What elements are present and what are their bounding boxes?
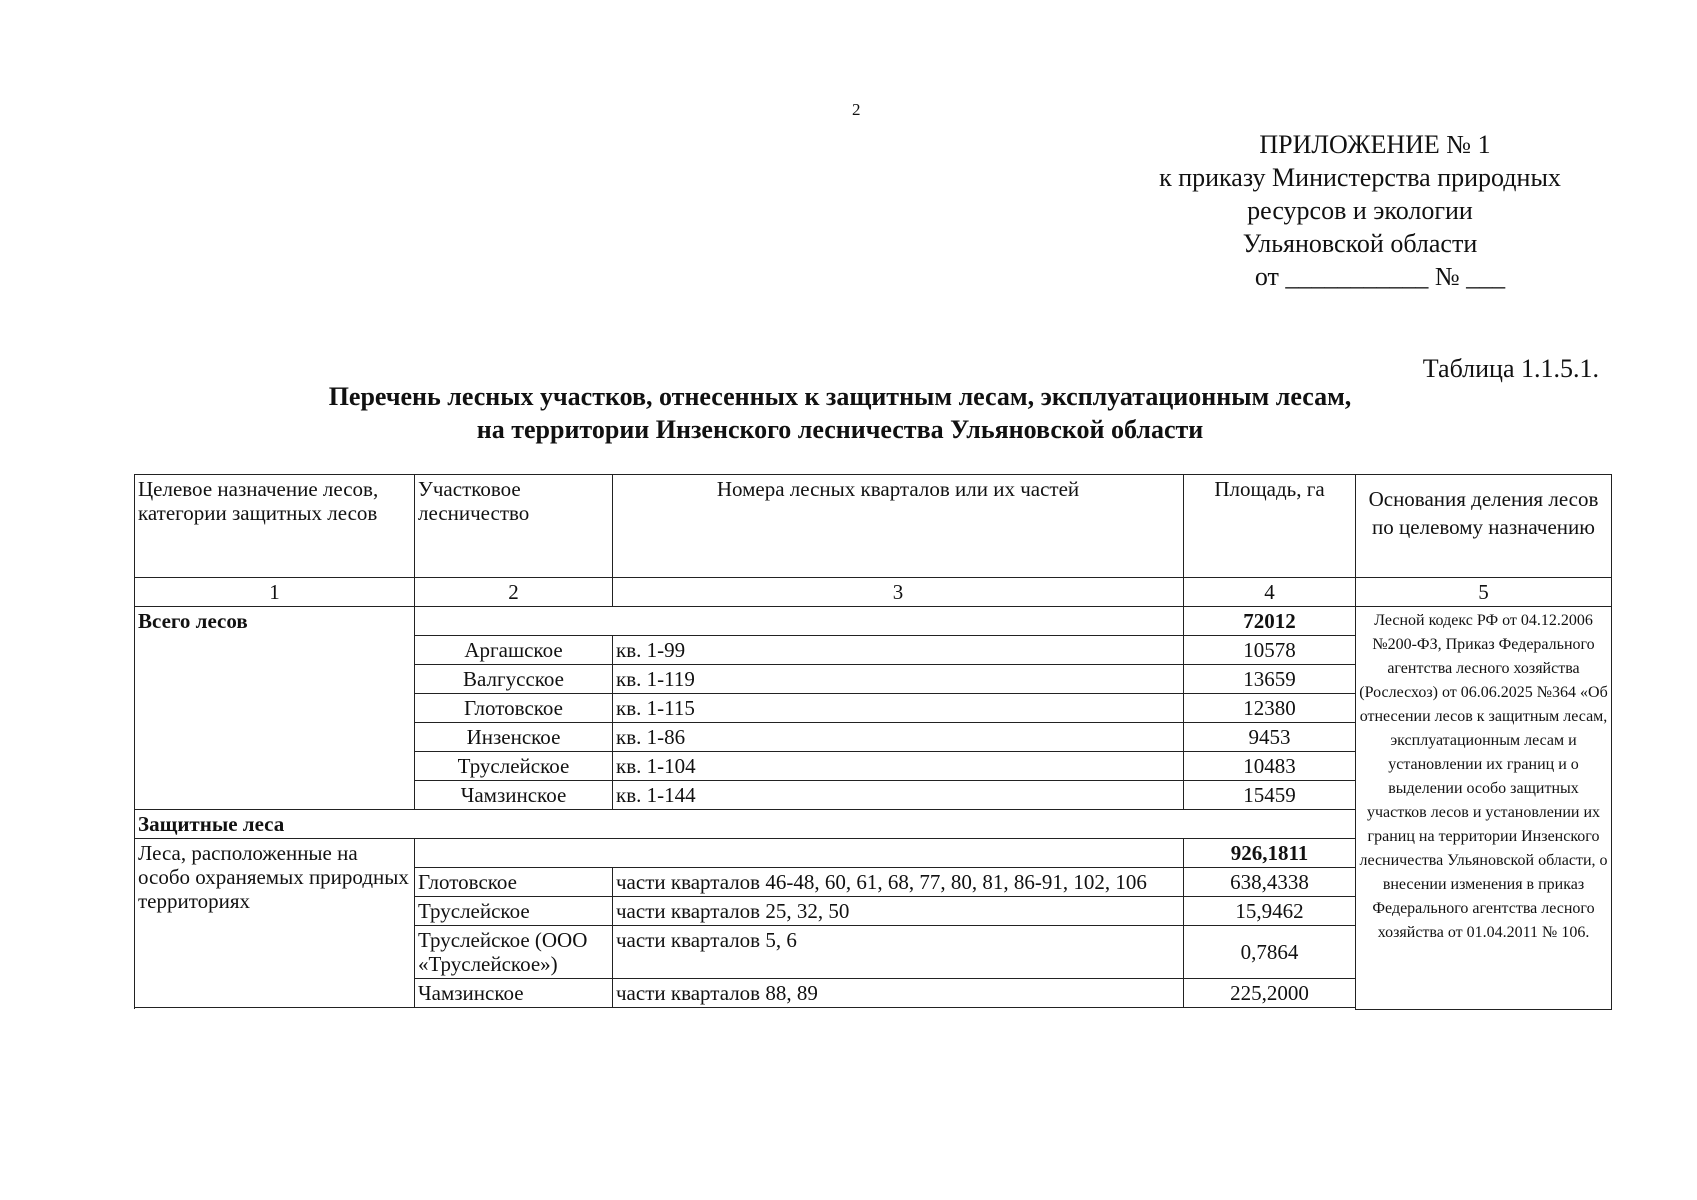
district-name: Инзенское (415, 723, 613, 752)
header-cell-quarters: Номера лесных кварталов или их частей (613, 475, 1184, 578)
quarters-cell: кв. 1-119 (613, 665, 1184, 694)
quarters-cell: кв. 1-115 (613, 694, 1184, 723)
district-name: Валгусское (415, 665, 613, 694)
quarters-cell: кв. 1-86 (613, 723, 1184, 752)
appendix-line: к приказу Министерства природных (1159, 163, 1561, 192)
column-number: 5 (1356, 578, 1612, 607)
column-number: 3 (613, 578, 1184, 607)
district-name: Труслейское (ООО «Труслейское») (415, 926, 613, 979)
area-cell: 15,9462 (1184, 897, 1356, 926)
header-row (135, 475, 1612, 578)
total-empty-cell (415, 607, 1184, 636)
column-number-row (135, 578, 1612, 607)
header-cell-district: Участковое лесничество (415, 475, 613, 578)
quarters-cell: кв. 1-144 (613, 781, 1184, 810)
district-name: Труслейское (415, 897, 613, 926)
quarters-cell: кв. 1-99 (613, 636, 1184, 665)
filler-cell (135, 1008, 1356, 1010)
forest-table (134, 474, 1612, 1010)
appendix-line: ресурсов и экологии (1247, 196, 1473, 225)
oopt-category-label: Леса, расположенные на особо охраняемых природных территориях (135, 839, 415, 1008)
total-row (135, 607, 1612, 636)
area-cell: 0,7864 (1184, 926, 1356, 979)
appendix-date-line: от ___________ № ___ (1254, 262, 1506, 291)
quarters-cell: части кварталов 25, 32, 50 (613, 897, 1184, 926)
table-number: Таблица 1.1.5.1. (1422, 354, 1599, 383)
area-cell: 9453 (1184, 723, 1356, 752)
oopt-total-area: 926,1811 (1184, 839, 1356, 868)
total-area: 72012 (1184, 607, 1356, 636)
area-cell: 15459 (1184, 781, 1356, 810)
oopt-empty-cell (415, 839, 1184, 868)
quarters-cell: части кварталов 5, 6 (613, 926, 1184, 979)
district-name: Чамзинское (415, 979, 613, 1008)
basis-text: Лесной кодекс РФ от 04.12.2006 №200-ФЗ, Приказ Федерального агентства лесного хозяйства (Рослесхоз) от 06.06.2025 №364 «Об отнесении лесов к защитным лесам, эксплуатационным лесам и установлении их границ и о выделении особо защитных участков лесов и установлении их границ на территории Инзенского лесничества Ульяновской области, о внесении изменения в приказ Федерального агентства лесного хозяйства от 01.04.2011 № 106. (1356, 607, 1612, 1010)
appendix-header (1140, 128, 1580, 293)
area-cell: 10483 (1184, 752, 1356, 781)
district-name: Глотовское (415, 694, 613, 723)
area-cell: 638,4338 (1184, 868, 1356, 897)
header-cell-purpose: Целевое назначение лесов, категории защитных лесов (135, 475, 415, 578)
document-title (200, 380, 1480, 446)
area-cell: 12380 (1184, 694, 1356, 723)
quarters-cell: части кварталов 88, 89 (613, 979, 1184, 1008)
quarters-cell: части кварталов 46-48, 60, 61, 68, 77, 80, 81, 86-91, 102, 106 (613, 868, 1184, 897)
district-name: Глотовское (415, 868, 613, 897)
header-cell-basis: Основания деления лесов по целевому назначению (1356, 475, 1612, 578)
page-number: 2 (852, 100, 861, 119)
area-cell: 10578 (1184, 636, 1356, 665)
protective-forests-label: Защитные леса (135, 810, 1356, 839)
column-number: 1 (135, 578, 415, 607)
total-label: Всего лесов (135, 607, 415, 810)
appendix-title: ПРИЛОЖЕНИЕ № 1 (1259, 130, 1491, 159)
header-cell-area: Площадь, га (1184, 475, 1356, 578)
document-title-line: на территории Инзенского лесничества Ульяновской области (476, 415, 1204, 444)
area-cell: 13659 (1184, 665, 1356, 694)
district-name: Чамзинское (415, 781, 613, 810)
district-name: Труслейское (415, 752, 613, 781)
column-number: 4 (1184, 578, 1356, 607)
district-name: Аргашское (415, 636, 613, 665)
column-number: 2 (415, 578, 613, 607)
document-title-line: Перечень лесных участков, отнесенных к защитным лесам, эксплуатационным лесам, (328, 382, 1352, 411)
quarters-cell: кв. 1-104 (613, 752, 1184, 781)
appendix-line: Ульяновской области (1242, 229, 1478, 258)
area-cell: 225,2000 (1184, 979, 1356, 1008)
